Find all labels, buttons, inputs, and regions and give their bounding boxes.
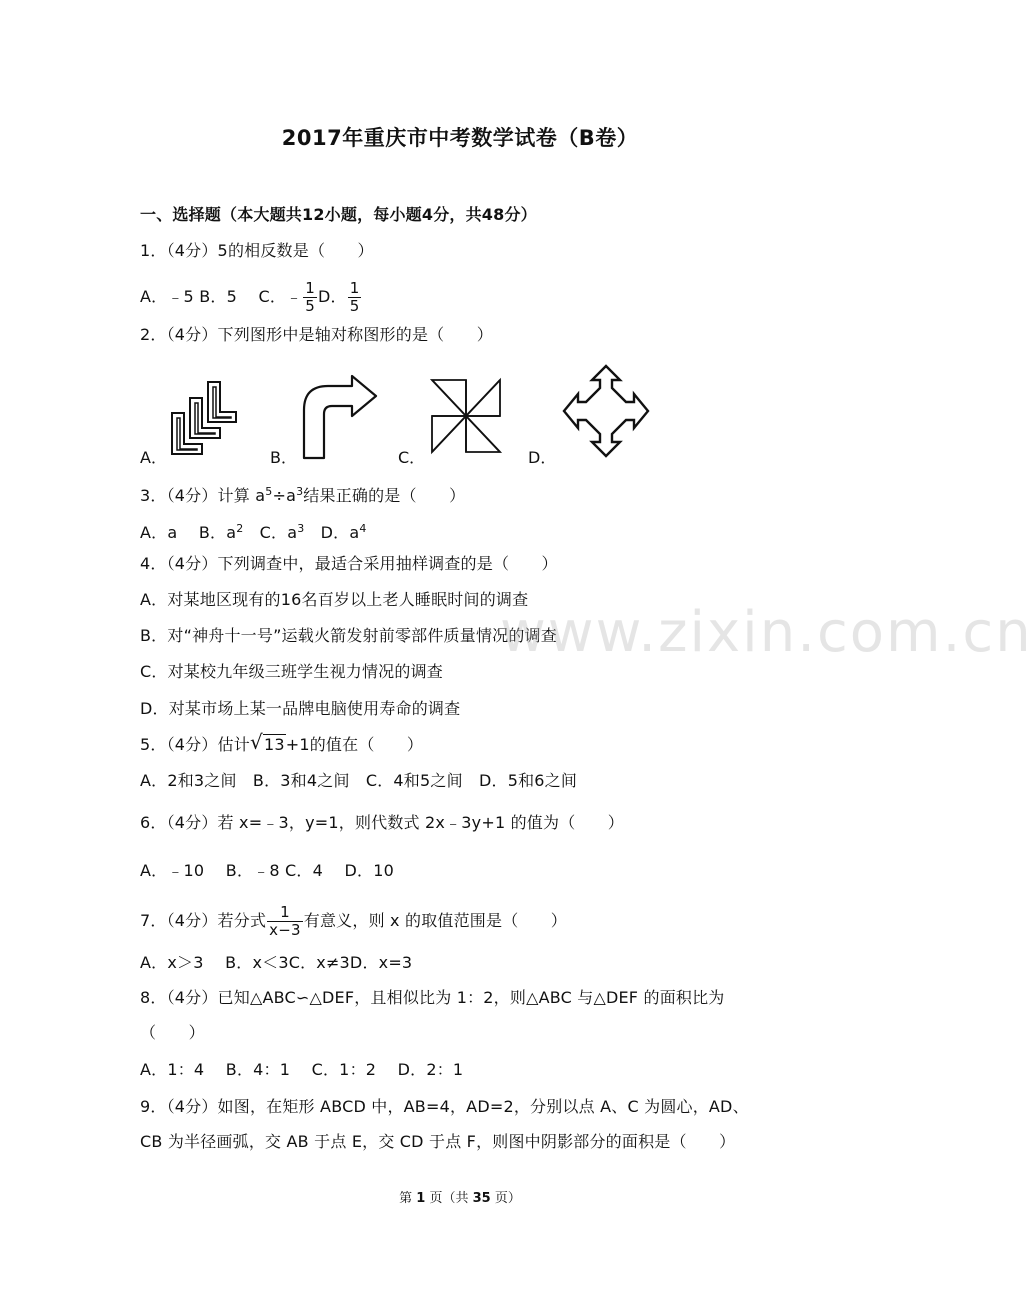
q3-exponent-2: 3 (296, 485, 304, 498)
footer-pre: 第 (399, 1191, 417, 1206)
q5-stem-pre: 5．（4分）估计 (140, 735, 250, 754)
q1-fraction-d-num: 1 (349, 279, 360, 297)
figure-label-c: C． (398, 448, 426, 467)
footer-post: 页） (490, 1191, 521, 1206)
figure-label-d: D． (528, 448, 557, 467)
q5-radicand: 13 (263, 735, 285, 754)
footer-mid: 页（共 (425, 1191, 473, 1206)
q5-square-root (249, 730, 286, 757)
q1-fraction-c-den: 5 (305, 297, 315, 315)
question-9-stem-continued: CB 为半径画弧，交 AB 于点 E，交 CD 于点 F，则图中阴影部分的面积是（ ） (140, 1132, 736, 1151)
q7-fraction (267, 904, 303, 939)
figure-label-a: A． (140, 448, 167, 467)
q1-fraction-c (303, 280, 317, 315)
question-3-options (140, 517, 367, 545)
question-1-options (140, 280, 362, 315)
watermark: www.zixin.com.cn (500, 600, 1033, 665)
q7-stem-pre: 7．（4分）若分式 (140, 911, 267, 930)
q1-fraction-c-num: 1 (305, 279, 315, 297)
question-6-stem: 6．（4分）若 x=﹣3，y=1，则代数式 2x﹣3y+1 的值为（ ） (140, 813, 625, 832)
figure-a-l-shapes-icon (166, 378, 242, 460)
q5-stem-post: +1的值在（ ） (285, 735, 424, 754)
q3-stem-post: 结果正确的是（ ） (303, 486, 466, 505)
question-6-options: A．﹣10 B．﹣8 C．4 D．10 (140, 861, 394, 880)
question-8-stem-continued: （ ） (140, 1023, 205, 1042)
section-heading: 一、选择题（本大题共12小题，每小题4分，共48分） (140, 205, 537, 224)
question-2-stem: 2．（4分）下列图形中是轴对称图形的是（ ） (140, 325, 493, 344)
q3-opt-c: C．a (243, 523, 298, 542)
figure-b-curved-arrow-icon (298, 374, 380, 460)
question-5-stem (140, 730, 424, 757)
q1-fraction-d (348, 280, 362, 315)
question-8-options: A．1：4 B．4：1 C．1：2 D．2：1 (140, 1060, 464, 1079)
question-4-option-c: C．对某校九年级三班学生视力情况的调查 (140, 662, 443, 681)
question-3-stem (140, 480, 465, 508)
figure-label-b: B． (270, 448, 297, 467)
q3-exp-b: 2 (236, 522, 244, 535)
question-1-stem: 1．（4分）5的相反数是（ ） (140, 241, 374, 260)
q3-exponent-1: 5 (265, 485, 273, 498)
q1-options-a-c: A．﹣5 B．5 C．﹣ (140, 287, 303, 306)
page-title: 2017年重庆市中考数学试卷（B卷） (281, 126, 639, 150)
q1-option-d: D． (317, 287, 347, 306)
question-4-option-a: A．对某地区现有的16名百岁以上老人睡眠时间的调查 (140, 590, 529, 609)
footer-page-number: 1 (416, 1191, 426, 1206)
question-7-stem (140, 904, 567, 939)
q1-fraction-d-den: 5 (349, 297, 360, 315)
figure-d-four-arrows-icon (562, 364, 650, 458)
radical-sign-icon: √ (249, 730, 263, 754)
question-8-stem: 8．（4分）已知△ABC∽△DEF，且相似比为 1：2，则△ABC 与△DEF 的面积比为 (140, 988, 725, 1007)
question-4-stem: 4．（4分）下列调查中，最适合采用抽样调查的是（ ） (140, 554, 558, 573)
question-5-options: A．2和3之间 B．3和4之间 C．4和5之间 D．5和6之间 (140, 771, 578, 790)
question-4-option-d: D．对某市场上某一品牌电脑使用寿命的调查 (140, 699, 461, 718)
figure-c-pinwheel-icon (428, 376, 504, 456)
question-9-stem: 9．（4分）如图，在矩形 ABCD 中，AB=4，AD=2，分别以点 A、C 为圆心，AD、 (140, 1097, 749, 1116)
q3-opt-d: D．a (304, 523, 360, 542)
q3-divide: ÷a (272, 486, 297, 505)
q7-fraction-den: x−3 (269, 921, 301, 939)
q7-stem-post: 有意义，则 x 的取值范围是（ ） (303, 911, 568, 930)
q7-fraction-num: 1 (267, 904, 303, 922)
page-footer (0, 1187, 920, 1206)
question-7-options: A．x＞3 B．x＜3C．x≠3D．x=3 (140, 953, 413, 972)
question-4-option-b: B．对“神舟十一号”运载火箭发射前零部件质量情况的调查 (140, 626, 557, 645)
q3-exp-c: 3 (297, 522, 305, 535)
q3-stem-pre: 3．（4分）计算 a (140, 486, 266, 505)
footer-total-pages: 35 (472, 1191, 491, 1206)
q3-exp-d: 4 (359, 522, 367, 535)
q3-opts-a-b: A．a B．a (140, 523, 237, 542)
